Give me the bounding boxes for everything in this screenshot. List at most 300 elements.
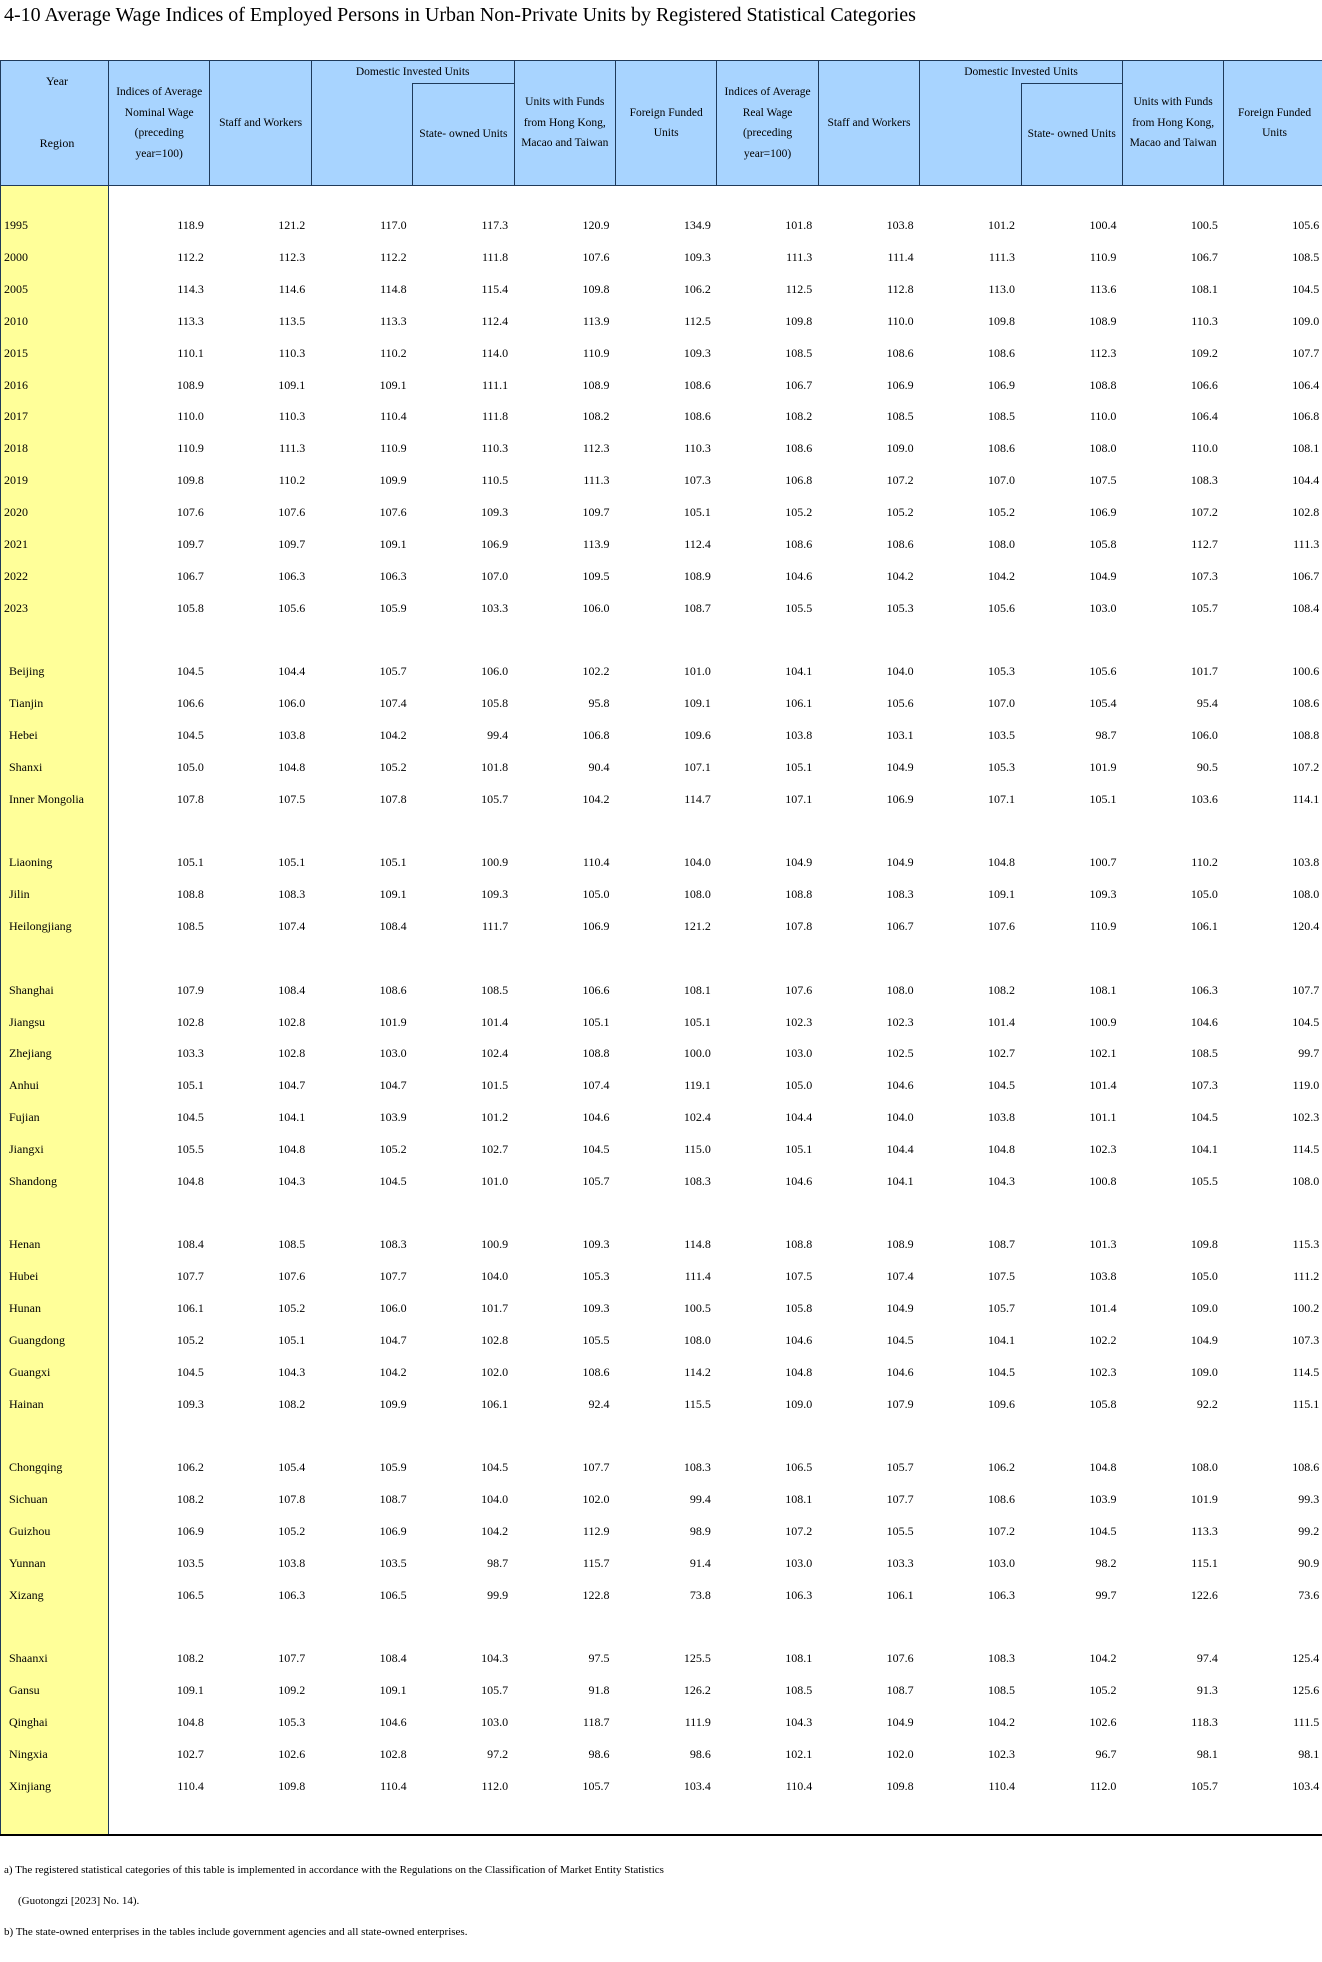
- value-cell: 102.6: [278, 1746, 306, 1761]
- value-cell-empty: [210, 1197, 311, 1229]
- value-cell: 102.8: [278, 1014, 306, 1029]
- value-cell: 107.4: [379, 696, 407, 711]
- value-cell: 109.1: [176, 1683, 204, 1698]
- value-cell: 107.5: [1089, 473, 1117, 488]
- value-cell: 107.4: [582, 1078, 610, 1093]
- value-cell: 100.6: [1292, 664, 1320, 679]
- value-cell: 105.3: [886, 600, 914, 615]
- value-cell: 122.6: [1190, 1587, 1218, 1602]
- value-cell: 101.4: [1089, 1301, 1117, 1316]
- value-cell: 112.0: [1089, 1778, 1117, 1793]
- region-row: [1, 1770, 1322, 1802]
- value-cell: 105.7: [886, 1460, 914, 1475]
- value-cell: 109.0: [1292, 313, 1320, 328]
- value-cell: 108.5: [176, 918, 204, 933]
- region-label-cell: Qinghai: [1, 1707, 109, 1739]
- value-cell: 109.8: [176, 473, 204, 488]
- value-cell: 107.6: [176, 505, 204, 520]
- value-cell: 107.6: [278, 505, 306, 520]
- value-cell: 110.3: [684, 441, 711, 456]
- region-label-cell: Shandong: [1, 1165, 109, 1197]
- value-cell: 105.1: [785, 1141, 813, 1156]
- value-cell: 104.1: [988, 1332, 1016, 1347]
- value-cell-empty: [1021, 1420, 1122, 1452]
- value-cell: 111.4: [684, 1269, 711, 1284]
- value-cell-empty: [920, 942, 1021, 974]
- value-cell: 115.1: [1191, 1555, 1218, 1570]
- header-real-foreign: Foreign Funded Units: [1224, 61, 1322, 186]
- year-row: [1, 592, 1322, 624]
- value-cell: 107.7: [278, 1651, 306, 1666]
- value-cell: 109.0: [1190, 1301, 1218, 1316]
- value-cell: 105.6: [886, 696, 914, 711]
- value-cell: 105.8: [481, 696, 509, 711]
- value-cell: 106.1: [176, 1301, 204, 1316]
- value-cell: 108.4: [278, 982, 306, 997]
- region-row: [1, 1547, 1322, 1579]
- value-cell: 90.9: [1298, 1555, 1320, 1570]
- value-cell: 106.0: [582, 600, 610, 615]
- value-cell: 104.9: [1190, 1332, 1218, 1347]
- value-cell-empty: [818, 1420, 919, 1452]
- value-cell: 91.4: [689, 1555, 711, 1570]
- value-cell: 102.3: [1292, 1110, 1320, 1125]
- value-cell: 102.7: [176, 1746, 204, 1761]
- value-cell: 108.6: [886, 536, 914, 551]
- value-cell-empty: [109, 1197, 210, 1229]
- value-cell: 100.9: [1089, 1014, 1117, 1029]
- region-row: [1, 1165, 1322, 1197]
- value-cell: 104.1: [785, 664, 813, 679]
- value-cell: 106.5: [176, 1587, 204, 1602]
- value-cell: 108.8: [582, 1046, 610, 1061]
- value-cell: 109.2: [278, 1683, 306, 1698]
- value-cell: 109.5: [582, 568, 610, 583]
- value-cell: 102.7: [988, 1046, 1016, 1061]
- value-cell: 97.4: [1196, 1651, 1218, 1666]
- value-cell: 104.6: [582, 1110, 610, 1125]
- value-cell: 108.5: [886, 409, 914, 424]
- value-cell: 108.5: [481, 982, 509, 997]
- spacer-row: [1, 624, 1322, 656]
- value-cell: 104.5: [582, 1141, 610, 1156]
- value-cell-empty: [311, 1197, 412, 1229]
- value-cell: 106.5: [379, 1587, 407, 1602]
- value-cell: 105.5: [176, 1141, 204, 1156]
- value-cell: 103.8: [886, 218, 914, 233]
- value-cell: 104.8: [988, 1141, 1016, 1156]
- value-cell: 102.8: [278, 1046, 306, 1061]
- value-cell-empty: [413, 624, 514, 656]
- region-label-cell: Hainan: [1, 1388, 109, 1420]
- value-cell: 114.0: [481, 345, 509, 360]
- value-cell-empty: [818, 1611, 919, 1643]
- value-cell: 106.7: [1292, 568, 1320, 583]
- value-cell: 105.1: [379, 855, 407, 870]
- value-cell: 106.1: [481, 1396, 509, 1411]
- value-cell: 105.5: [785, 600, 813, 615]
- value-cell: 106.6: [176, 696, 204, 711]
- value-cell: 107.8: [379, 791, 407, 806]
- value-cell: 108.0: [1292, 1173, 1320, 1188]
- value-cell: 106.4: [1292, 377, 1320, 392]
- region-row: [1, 1388, 1322, 1420]
- value-cell: 111.4: [887, 250, 914, 265]
- value-cell: 104.6: [886, 1078, 914, 1093]
- footnotes: [4, 1862, 1314, 1955]
- value-cell-empty: [615, 942, 716, 974]
- value-cell: 108.5: [1292, 250, 1320, 265]
- value-cell: 104.2: [582, 791, 610, 806]
- value-cell: 73.8: [689, 1587, 711, 1602]
- value-cell: 117.3: [481, 218, 509, 233]
- value-cell: 105.0: [176, 759, 204, 774]
- value-cell: 102.3: [785, 1014, 813, 1029]
- value-cell: 105.1: [176, 1078, 204, 1093]
- value-cell-empty: [311, 624, 412, 656]
- value-cell: 106.9: [886, 377, 914, 392]
- value-cell: 104.9: [886, 759, 914, 774]
- value-cell: 114.6: [278, 282, 306, 297]
- value-cell: 115.3: [1292, 1237, 1320, 1252]
- value-cell: 108.4: [379, 918, 407, 933]
- value-cell-empty: [413, 1197, 514, 1229]
- value-cell-empty: [717, 1197, 818, 1229]
- value-cell: 109.8: [988, 313, 1016, 328]
- value-cell: 108.6: [988, 345, 1016, 360]
- year-row: [1, 401, 1322, 433]
- value-cell: 101.4: [988, 1014, 1016, 1029]
- region-label-cell: Jiangxi: [1, 1133, 109, 1165]
- value-cell-empty: [210, 1611, 311, 1643]
- value-cell: 107.2: [1292, 759, 1320, 774]
- value-cell: 111.7: [481, 918, 509, 933]
- year-row: [1, 306, 1322, 338]
- value-cell: 107.1: [683, 759, 711, 774]
- value-cell: 102.8: [379, 1746, 407, 1761]
- region-row: [1, 1102, 1322, 1134]
- value-cell-empty: [615, 1611, 716, 1643]
- value-cell: 111.8: [481, 409, 509, 424]
- value-cell: 105.1: [582, 1014, 610, 1029]
- value-cell: 98.6: [588, 1746, 610, 1761]
- value-cell: 111.3: [1293, 536, 1320, 551]
- region-label-cell: Fujian: [1, 1102, 109, 1134]
- value-cell: 108.2: [278, 1396, 306, 1411]
- value-cell-empty: [514, 1802, 615, 1835]
- header-nominal-domestic-spacer: [311, 84, 412, 186]
- value-cell: 104.6: [785, 1173, 813, 1188]
- value-cell: 112.2: [380, 250, 407, 265]
- value-cell: 110.4: [988, 1778, 1016, 1793]
- value-cell-empty: [1122, 1611, 1223, 1643]
- value-cell: 105.6: [988, 600, 1016, 615]
- value-cell: 104.2: [481, 1524, 509, 1539]
- value-cell: 106.3: [988, 1587, 1016, 1602]
- value-cell: 110.9: [380, 441, 407, 456]
- region-label-cell: Guizhou: [1, 1516, 109, 1548]
- region-row: [1, 974, 1322, 1006]
- value-cell: 110.4: [380, 409, 407, 424]
- value-cell: 112.4: [481, 313, 509, 328]
- value-cell: 107.1: [988, 791, 1016, 806]
- value-cell-empty: [1122, 1197, 1223, 1229]
- region-label-cell: Liaoning: [1, 847, 109, 879]
- value-cell-empty: [717, 942, 818, 974]
- value-cell: 105.3: [988, 664, 1016, 679]
- value-cell-empty: [1224, 942, 1322, 974]
- value-cell-empty: [818, 624, 919, 656]
- value-cell: 108.5: [278, 1237, 306, 1252]
- value-cell-empty: [818, 1197, 919, 1229]
- region-label-cell: Tianjin: [1, 688, 109, 720]
- value-cell: 105.2: [176, 1332, 204, 1347]
- value-cell: 111.1: [481, 377, 509, 392]
- value-cell: 107.6: [582, 250, 610, 265]
- value-cell-empty: [413, 815, 514, 847]
- value-cell: 104.2: [379, 1364, 407, 1379]
- value-cell: 113.3: [177, 313, 204, 328]
- value-cell: 105.0: [1190, 1269, 1218, 1284]
- value-cell: 105.1: [278, 855, 306, 870]
- value-cell: 106.2: [176, 1460, 204, 1475]
- value-cell: 101.4: [481, 1014, 509, 1029]
- value-cell: 104.8: [176, 1715, 204, 1730]
- value-cell: 108.6: [785, 441, 813, 456]
- region-row: [1, 1739, 1322, 1771]
- value-cell: 106.0: [1190, 727, 1218, 742]
- value-cell: 112.4: [684, 536, 711, 551]
- value-cell: 108.9: [1089, 313, 1117, 328]
- year-row: [1, 560, 1322, 592]
- value-cell: 109.3: [683, 250, 711, 265]
- value-cell: 107.6: [886, 1651, 914, 1666]
- value-cell: 110.2: [1191, 855, 1218, 870]
- value-cell: 106.4: [1190, 409, 1218, 424]
- value-cell: 107.7: [176, 1269, 204, 1284]
- value-cell: 102.1: [1089, 1046, 1117, 1061]
- value-cell: 119.0: [1292, 1078, 1320, 1093]
- value-cell: 108.2: [988, 982, 1016, 997]
- value-cell: 105.8: [176, 600, 204, 615]
- region-row: [1, 1229, 1322, 1261]
- value-cell-empty: [109, 942, 210, 974]
- value-cell: 103.0: [988, 1555, 1016, 1570]
- value-cell-empty: [311, 1611, 412, 1643]
- region-row: [1, 1452, 1322, 1484]
- header-real-domestic-spacer: [920, 84, 1021, 186]
- value-cell: 103.0: [785, 1046, 813, 1061]
- value-cell: 105.2: [278, 1301, 306, 1316]
- value-cell: 113.3: [1191, 1524, 1218, 1539]
- value-cell: 108.6: [683, 409, 711, 424]
- header-nominal-state: State- owned Units: [413, 84, 514, 186]
- value-cell: 99.4: [487, 727, 509, 742]
- region-row: [1, 1070, 1322, 1102]
- value-cell: 105.1: [1089, 791, 1117, 806]
- value-cell-empty: [1224, 1420, 1322, 1452]
- value-cell: 105.6: [1292, 218, 1320, 233]
- value-cell: 112.3: [1089, 345, 1117, 360]
- header-nominal-staff: Staff and Workers: [210, 61, 311, 186]
- value-cell: 114.3: [177, 282, 204, 297]
- value-cell: 107.4: [278, 918, 306, 933]
- value-cell-empty: [920, 1420, 1021, 1452]
- value-cell: 115.1: [1292, 1396, 1320, 1411]
- value-cell: 102.8: [481, 1332, 509, 1347]
- value-cell: 108.2: [785, 409, 813, 424]
- wage-index-table: [0, 60, 1322, 1836]
- value-cell: 101.7: [1190, 664, 1218, 679]
- value-cell: 126.2: [683, 1683, 711, 1698]
- year-row: [1, 274, 1322, 306]
- value-cell-empty: [109, 186, 210, 211]
- value-cell: 104.8: [988, 855, 1016, 870]
- value-cell: 109.3: [582, 1301, 610, 1316]
- value-cell: 90.4: [588, 759, 610, 774]
- value-cell: 105.1: [176, 855, 204, 870]
- value-cell-empty: [514, 1420, 615, 1452]
- value-cell: 107.5: [278, 791, 306, 806]
- value-cell: 101.1: [1089, 1110, 1117, 1125]
- region-row: [1, 1038, 1322, 1070]
- value-cell: 108.4: [379, 1651, 407, 1666]
- value-cell: 104.8: [785, 1364, 813, 1379]
- value-cell: 104.4: [1292, 473, 1320, 488]
- value-cell-empty: [818, 815, 919, 847]
- region-cell-empty: [1, 624, 109, 656]
- value-cell: 100.5: [683, 1301, 711, 1316]
- value-cell: 108.8: [1089, 377, 1117, 392]
- value-cell: 107.6: [278, 1269, 306, 1284]
- value-cell: 99.9: [487, 1587, 509, 1602]
- value-cell: 108.3: [278, 887, 306, 902]
- year-row: [1, 337, 1322, 369]
- value-cell-empty: [1021, 1197, 1122, 1229]
- value-cell: 104.5: [176, 727, 204, 742]
- value-cell: 122.8: [582, 1587, 610, 1602]
- region-label-cell: Shaanxi: [1, 1643, 109, 1675]
- value-cell: 97.2: [487, 1746, 509, 1761]
- value-cell: 107.3: [683, 473, 711, 488]
- value-cell: 102.6: [1089, 1715, 1117, 1730]
- value-cell: 105.4: [1089, 696, 1117, 711]
- value-cell: 110.4: [177, 1778, 204, 1793]
- value-cell-empty: [615, 624, 716, 656]
- region-cell-empty: [1, 1802, 109, 1835]
- value-cell: 104.0: [886, 664, 914, 679]
- value-cell: 112.7: [1191, 536, 1218, 551]
- value-cell: 121.2: [278, 218, 306, 233]
- value-cell: 103.0: [379, 1046, 407, 1061]
- value-cell: 106.0: [481, 664, 509, 679]
- spacer-row: [1, 1802, 1322, 1835]
- value-cell: 108.8: [1292, 727, 1320, 742]
- value-cell: 101.9: [379, 1014, 407, 1029]
- value-cell: 110.2: [278, 473, 306, 488]
- value-cell-empty: [1021, 624, 1122, 656]
- footnote-b: b) The state-owned enterprises in the tables include government agencies and all state-owned enterprises.: [4, 1926, 468, 1938]
- value-cell-empty: [1021, 1802, 1122, 1835]
- value-cell: 106.7: [1190, 250, 1218, 265]
- value-cell: 105.7: [481, 791, 509, 806]
- value-cell-empty: [109, 624, 210, 656]
- value-cell: 109.7: [176, 536, 204, 551]
- value-cell-empty: [109, 1802, 210, 1835]
- year-label-cell: 2022: [1, 560, 109, 592]
- value-cell: 104.5: [1089, 1524, 1117, 1539]
- value-cell: 104.8: [176, 1173, 204, 1188]
- value-cell: 110.3: [1191, 313, 1218, 328]
- region-row: [1, 847, 1322, 879]
- table-title: 4-10 Average Wage Indices of Employed Persons in Urban Non-Private Units by Registered Statistical Categories: [4, 4, 916, 26]
- value-cell-empty: [818, 1802, 919, 1835]
- region-cell-empty: [1, 942, 109, 974]
- value-cell-empty: [1224, 815, 1322, 847]
- value-cell-empty: [615, 1802, 716, 1835]
- value-cell-empty: [717, 1420, 818, 1452]
- value-cell: 106.9: [176, 1524, 204, 1539]
- value-cell: 105.9: [379, 600, 407, 615]
- value-cell: 101.2: [988, 218, 1016, 233]
- value-cell-empty: [413, 942, 514, 974]
- value-cell: 104.2: [988, 568, 1016, 583]
- value-cell: 112.5: [785, 282, 813, 297]
- value-cell-empty: [514, 1611, 615, 1643]
- value-cell: 105.7: [582, 1778, 610, 1793]
- value-cell: 105.8: [1089, 1396, 1117, 1411]
- value-cell: 106.3: [278, 568, 306, 583]
- value-cell: 104.9: [785, 855, 813, 870]
- value-cell: 102.3: [1089, 1364, 1117, 1379]
- value-cell: 101.8: [785, 218, 813, 233]
- value-cell: 104.6: [379, 1715, 407, 1730]
- value-cell-empty: [311, 815, 412, 847]
- value-cell: 109.3: [683, 345, 711, 360]
- value-cell: 101.7: [481, 1301, 509, 1316]
- value-cell: 92.2: [1196, 1396, 1218, 1411]
- value-cell: 108.2: [176, 1651, 204, 1666]
- region-label-cell: Xinjiang: [1, 1770, 109, 1802]
- value-cell: 113.9: [582, 536, 610, 551]
- value-cell-empty: [1021, 186, 1122, 211]
- value-cell: 109.1: [683, 696, 711, 711]
- value-cell: 104.5: [481, 1460, 509, 1475]
- value-cell: 106.8: [1292, 409, 1320, 424]
- year-row: [1, 210, 1322, 242]
- year-row: [1, 369, 1322, 401]
- value-cell: 104.7: [379, 1078, 407, 1093]
- value-cell: 105.7: [988, 1301, 1016, 1316]
- region-label-cell: Hunan: [1, 1293, 109, 1325]
- region-row: [1, 1484, 1322, 1516]
- value-cell: 105.8: [785, 1301, 813, 1316]
- value-cell: 103.4: [1292, 1778, 1320, 1793]
- region-row: [1, 720, 1322, 752]
- value-cell: 104.1: [1190, 1141, 1218, 1156]
- value-cell: 106.3: [1190, 982, 1218, 997]
- value-cell: 103.4: [683, 1778, 711, 1793]
- value-cell: 106.9: [379, 1524, 407, 1539]
- value-cell-empty: [615, 1420, 716, 1452]
- value-cell-empty: [210, 1802, 311, 1835]
- value-cell-empty: [311, 942, 412, 974]
- value-cell: 105.2: [785, 505, 813, 520]
- value-cell: 104.5: [1190, 1110, 1218, 1125]
- value-cell: 108.5: [785, 1683, 813, 1698]
- value-cell: 108.2: [582, 409, 610, 424]
- value-cell: 121.2: [683, 918, 711, 933]
